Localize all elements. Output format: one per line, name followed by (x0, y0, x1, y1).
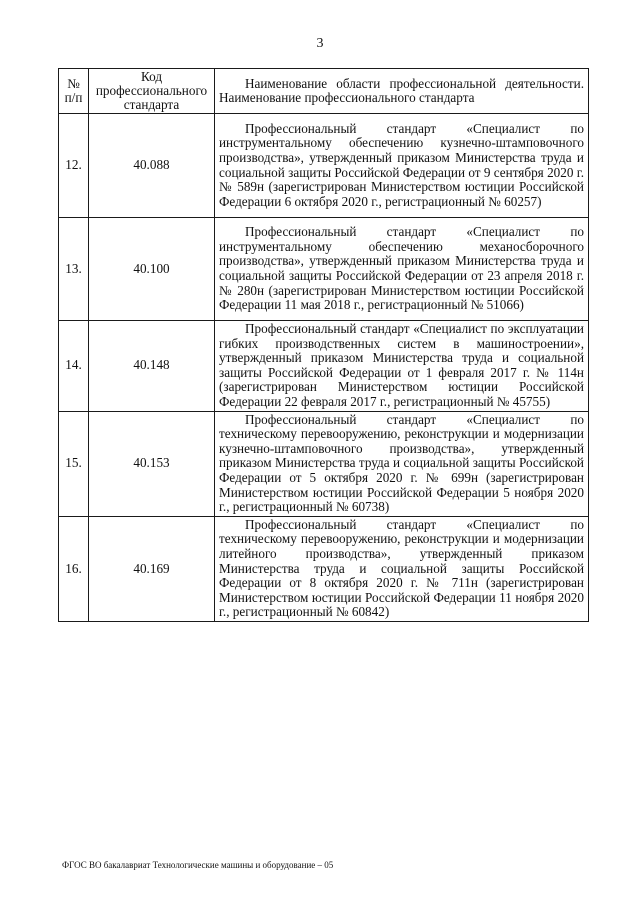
row-number: 14. (59, 321, 89, 412)
table-header-row (59, 69, 589, 114)
standard-name: Профессиональный стандарт «Специалист по инструментальному обеспечению механосборочного производства», утвержденный приказом Министерства труда и социальной защиты Российской Федерации от 23 апреля 2018 г. № 280н (зарегистрирован Министерством юстиции Российской Федерации 11 мая 2018 г., регистрационный № 51066) (215, 218, 589, 321)
header-standard-code: Код профессионального стандарта (89, 69, 215, 114)
row-number: 16. (59, 516, 89, 621)
professional-standards-table (58, 68, 589, 622)
standard-name: Профессиональный стандарт «Специалист по техническому перевооружению, реконструкции и модернизации кузнечно-штамповочного производства», утвержденный приказом Министерства труда и социальной защиты Российской Федерации от 5 октября 2020 г. № 699н (зарегистрирован Министерством юстиции Российской Федерации 5 ноября 2020 г., регистрационный № 60738) (215, 411, 589, 516)
row-number: 12. (59, 114, 89, 218)
header-standard-name: Наименование области профессиональной деятельности. Наименование профессионального стандарта (215, 69, 589, 114)
table-row (59, 218, 589, 321)
header-number: № п/п (59, 69, 89, 114)
standard-code: 40.169 (89, 516, 215, 621)
row-number: 13. (59, 218, 89, 321)
standard-code: 40.148 (89, 321, 215, 412)
table-row (59, 516, 589, 621)
footer-document-id: ФГОС ВО бакалавриат Технологические машины и оборудование – 05 (62, 860, 334, 870)
standard-code: 40.153 (89, 411, 215, 516)
standard-name: Профессиональный стандарт «Специалист по инструментальному обеспечению кузнечно-штамповочного производства», утвержденный приказом Министерства труда и социальной защиты Российской Федерации от 9 сентября 2020 г. № 589н (зарегистрирован Министерством юстиции Российской Федерации 6 октября 2020 г., регистрационный № 60257) (215, 114, 589, 218)
page-number: 3 (316, 36, 324, 51)
table-row (59, 321, 589, 412)
table-row (59, 114, 589, 218)
standard-name: Профессиональный стандарт «Специалист по эксплуатации гибких производственных систем в машиностроении», утвержденный приказом Министерства труда и социальной защиты Российской Федерации от 1 февраля 2017 г. № 114н (зарегистрирован Министерством юстиции Российской Федерации 22 февраля 2017 г., регистрационный № 45755) (215, 321, 589, 412)
standard-code: 40.100 (89, 218, 215, 321)
standard-name: Профессиональный стандарт «Специалист по техническому перевооружению, реконструкции и модернизации литейного производства», утвержденный приказом Министерства труда и социальной защиты Российской Федерации от 8 октября 2020 г. № 711н (зарегистрирован Министерством юстиции Российской Федерации 11 ноября 2020 г., регистрационный № 60842) (215, 516, 589, 621)
standard-code: 40.088 (89, 114, 215, 218)
table-row (59, 411, 589, 516)
row-number: 15. (59, 411, 89, 516)
